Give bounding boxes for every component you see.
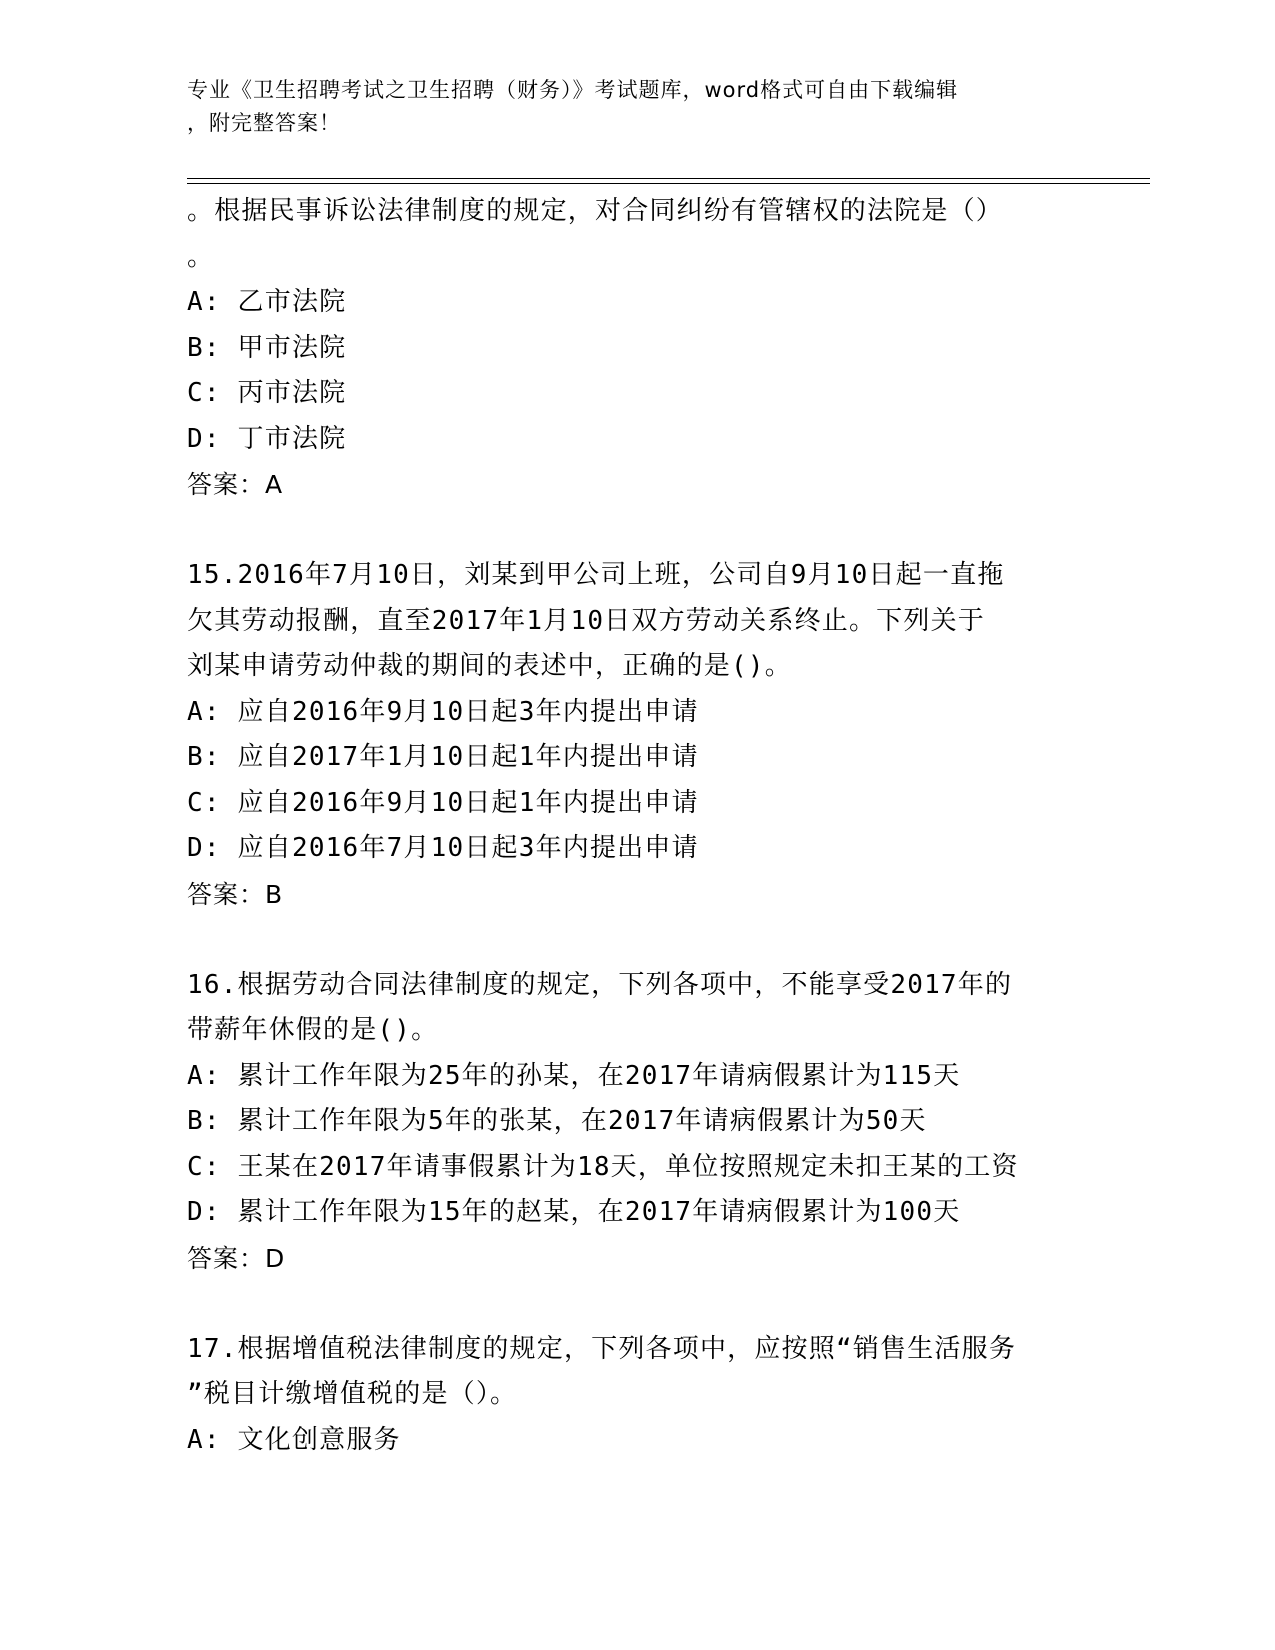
option-d: D: 累计工作年限为15年的赵某，在2017年请病假累计为100天 [187,1197,961,1227]
answer-line: 答案：B [187,879,284,909]
question-stem-line: ”税目计缴增值税的是（）。 [187,1379,518,1409]
question-stem-line: 16.根据劳动合同法律制度的规定，下列各项中，不能享受2017年的 [187,969,1013,1000]
spacer [187,1281,1087,1327]
question-stem-line: 带薪年休假的是()。 [187,1015,439,1045]
option-d: D: 应自2016年7月10日起3年内提出申请 [187,833,699,863]
question-list [187,189,1087,1463]
spacer [187,508,1087,554]
question-stem-line: 刘某申请劳动仲裁的期间的表述中，正确的是()。 [187,651,792,681]
question-stem-line: 15.2016年7月10日，刘某到甲公司上班，公司自9月10日起一直拖 [187,560,1005,590]
header-line-1: 专业《卫生招聘考试之卫生招聘（财务）》考试题库，word格式可自由下载编辑 [187,78,959,102]
question-16 [187,963,1087,1282]
option-a: A: 乙市法院 [187,287,347,317]
header-divider-bottom [187,183,1150,184]
question-stem-line: 。根据民事诉讼法律制度的规定，对合同纠纷有管辖权的法院是（） [187,196,1004,226]
option-a: A: 文化创意服务 [187,1424,401,1455]
question-17 [187,1327,1087,1464]
option-b: B: 累计工作年限为5年的张某，在2017年请病假累计为50天 [187,1106,927,1136]
question-14 [187,189,1087,508]
option-d: D: 丁市法院 [187,423,347,454]
answer-line: 答案：A [187,470,284,499]
spacer [187,917,1087,963]
header-line-2: ，附完整答案！ [187,111,341,135]
option-a: A: 应自2016年9月10日起3年内提出申请 [187,696,699,727]
option-c: C: 丙市法院 [187,378,347,408]
option-a: A: 累计工作年限为25年的孙某，在2017年请病假累计为115天 [187,1060,961,1091]
question-stem-line: 。 [187,241,215,272]
option-b: B: 应自2017年1月10日起1年内提出申请 [187,742,699,772]
option-c: C: 王某在2017年请事假累计为18天，单位按照规定未扣王某的工资 [187,1151,1019,1182]
document-header [187,74,1067,140]
option-b: B: 甲市法院 [187,332,347,363]
question-stem-line: 17.根据增值税法律制度的规定，下列各项中，应按照“销售生活服务 [187,1333,1017,1364]
question-stem-line: 欠其劳动报酬，直至2017年1月10日双方劳动关系终止。下列关于 [187,605,985,636]
question-15 [187,553,1087,917]
answer-line: 答案：D [187,1243,286,1273]
header-divider-top [187,178,1150,179]
option-c: C: 应自2016年9月10日起1年内提出申请 [187,787,699,818]
